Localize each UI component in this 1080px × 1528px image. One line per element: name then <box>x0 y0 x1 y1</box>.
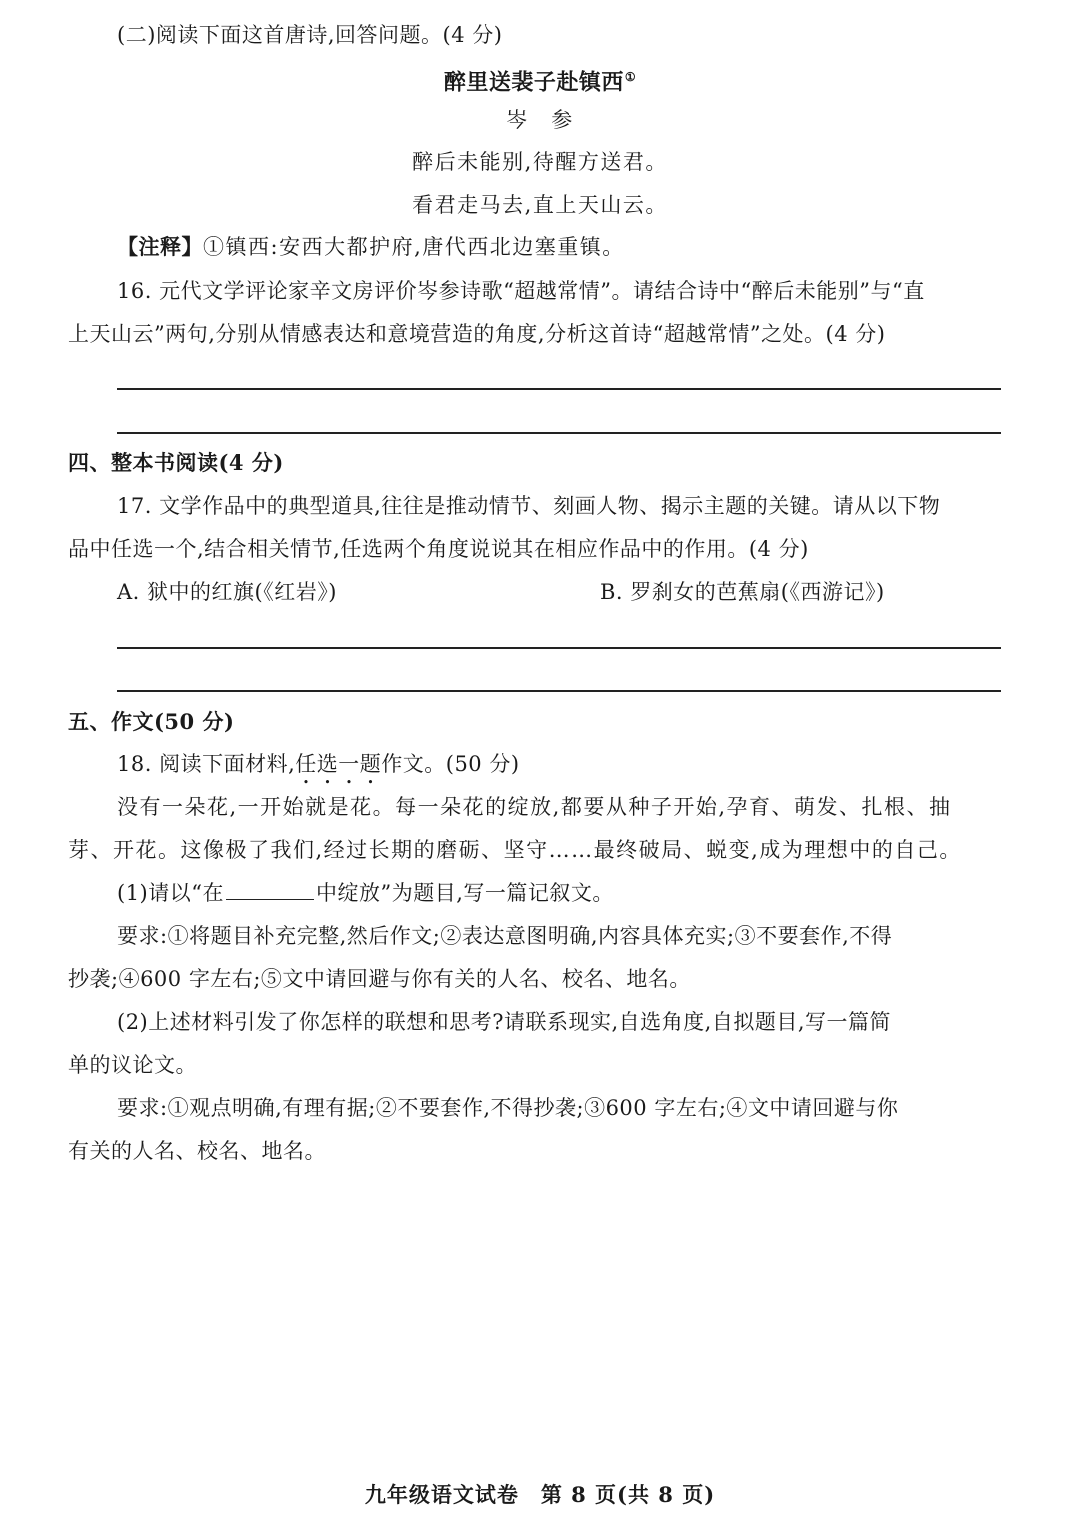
annotation-label: 【注释】 <box>117 234 203 259</box>
question-18-suffix: 作文。(50 分) <box>381 752 520 776</box>
question-17-line-1: 17. 文学作品中的典型道具,往往是推动情节、刻画人物、揭示主题的关键。请从以下物 <box>117 494 941 518</box>
annotation-text: ①镇西:安西大都护府,唐代西北边塞重镇。 <box>203 235 625 259</box>
question-18-prefix: 18. 阅读下面材料, <box>117 752 296 776</box>
poem-line-1: 醉后未能别,待醒方送君。 <box>412 150 668 174</box>
task-2-line-2: 单的议论文。 <box>68 1053 197 1077</box>
answer-line-17-2 <box>117 690 1001 692</box>
material-line-1: 没有一朵花,一开始就是花。每一朵花的绽放,都要从种子开始,孕育、萌发、扎根、抽 <box>117 795 952 819</box>
task-1-prefix: (1)请以“在 <box>117 881 224 905</box>
section-intro: (二)阅读下面这首唐诗,回答问题。(4 分) <box>117 23 503 47</box>
page-footer: 九年级语文试卷 第 8 页(共 8 页) <box>364 1482 716 1507</box>
poem-title-note-marker: ① <box>624 70 637 84</box>
poem-line-2: 看君走马去,直上天山云。 <box>412 193 668 217</box>
task-1-requirements-line-2: 抄袭;④600 字左右;⑤文中请回避与你有关的人名、校名、地名。 <box>68 967 691 991</box>
material-line-2: 芽、开花。这像极了我们,经过长期的磨砺、坚守……最终破局、蜕变,成为理想中的自己。 <box>68 838 962 862</box>
question-18 <box>117 749 520 789</box>
task-1-requirements-line-1: 要求:①将题目补充完整,然后作文;②表达意图明确,内容具体充实;③不要套作,不得 <box>117 924 893 948</box>
answer-line-17-1 <box>117 647 1001 649</box>
task-2-requirements-line-1: 要求:①观点明确,有理有据;②不要套作,不得抄袭;③600 字左右;④文中请回避与你 <box>117 1096 899 1120</box>
section-5-heading: 五、作文(50 分) <box>68 709 235 734</box>
poem-title <box>0 62 1080 97</box>
poem-title-text: 醉里送裴子赴镇西 <box>443 69 624 96</box>
task-2-requirements-line-2: 有关的人名、校名、地名。 <box>68 1139 326 1163</box>
question-17-line-2: 品中任选一个,结合相关情节,任选两个角度说说其在相应作品中的作用。(4 分) <box>68 537 809 561</box>
question-18-emphasis: 任选一题 <box>295 752 382 776</box>
question-16-line-2: 上天山云”两句,分别从情感表达和意境营造的角度,分析这首诗“超越常情”之处。(4 分) <box>68 322 886 346</box>
section-4-heading: 四、整本书阅读(4 分) <box>68 450 284 475</box>
option-a: A. 狱中的红旗(《红岩》) <box>117 580 337 604</box>
poem-annotation <box>117 232 625 262</box>
title-blank <box>226 879 314 900</box>
poem-author: 岑 参 <box>506 108 574 132</box>
answer-line-16-2 <box>117 432 1001 434</box>
task-1-title <box>117 878 614 908</box>
option-b: B. 罗刹女的芭蕉扇(《西游记》) <box>600 580 885 604</box>
answer-line-16-1 <box>117 388 1001 390</box>
question-16-line-1: 16. 元代文学评论家辛文房评价岑参诗歌“超越常情”。请结合诗中“醉后未能别”与“直 <box>117 279 925 303</box>
task-1-suffix: 中绽放”为题目,写一篇记叙文。 <box>315 881 614 905</box>
task-2-line-1: (2)上述材料引发了你怎样的联想和思考?请联系现实,自选角度,自拟题目,写一篇简 <box>117 1010 892 1034</box>
